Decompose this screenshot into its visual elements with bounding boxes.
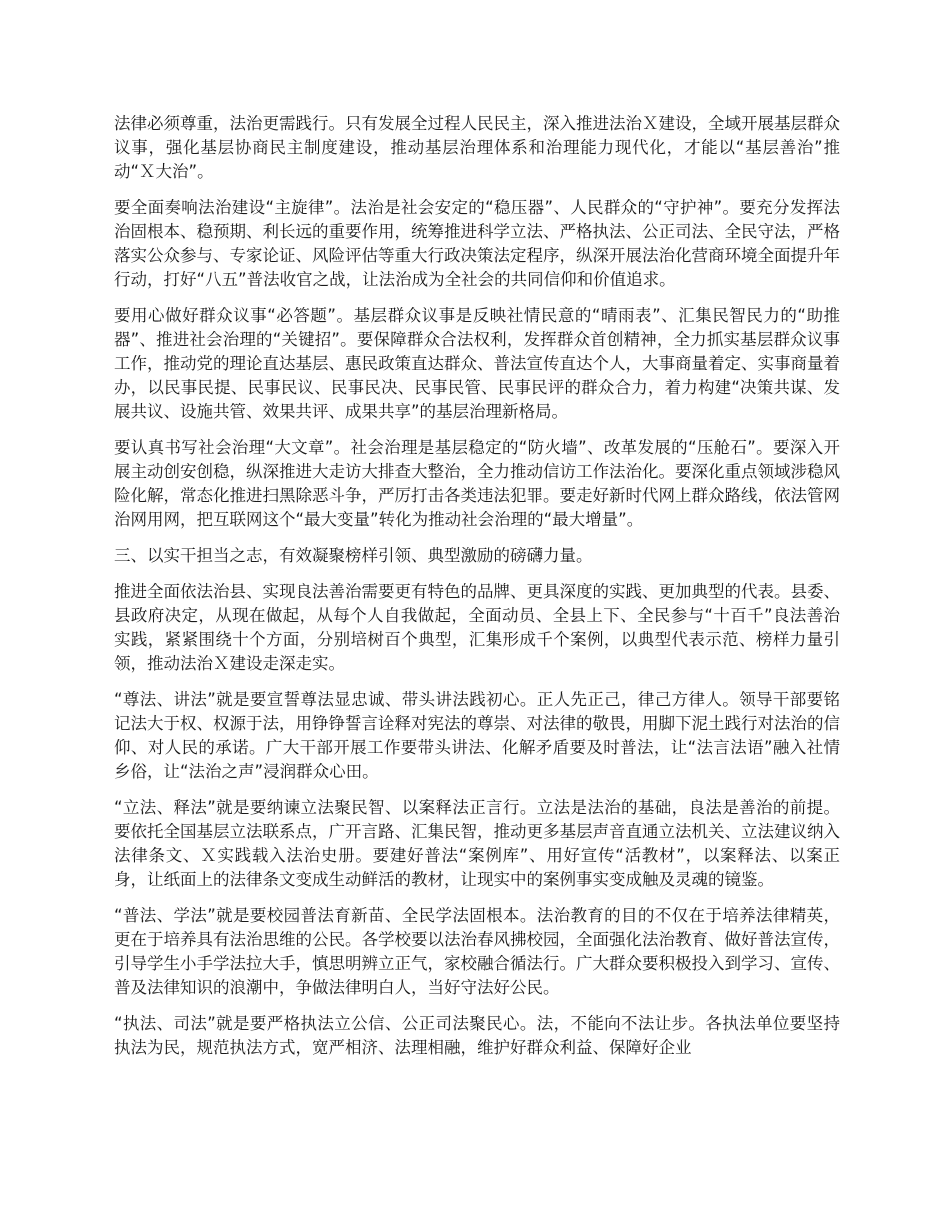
paragraph-legislation: “立法、释法”就是要纳谏立法聚民智、以案释法正言行。立法是法治的基础，良法是善治的前提。要依托全国基层立法联系点，广开言路、汇集民智，推动更多基层声音直通立法机关、立法建议纳入法律条文、Ｘ实践载入法治史册。要建好普法“案例库”、用好宣传“活教材”，以案释法、以案正身，让纸面上的法律条文变成生动鲜活的教材，让现实中的案例事实变成触及灵魂的镜鉴。 xyxy=(114,798,840,889)
paragraph-public-deliberation: 要用心做好群众议事“必答题”。基层群众议事是反映社情民意的“晴雨表”、汇集民智民力的“助推器”、推进社会治理的“关键招”。要保障群众合法权利，发挥群众首创精神，全力抓实基层群众议事工作，推动党的理论直达基层、惠民政策直达群众、普法宣传直达个人，大事商量着定、实事商量着办，以民事民提、民事民议、民事民决、民事民管、民事民评的群众合力，着力构建“决策共谋、发展共议、设施共管、效果共评、成果共享”的基层治理新格局。 xyxy=(114,306,840,421)
paragraph-practice: 推进全面依法治县、实现良法善治需要更有特色的品牌、更具深度的实践、更加典型的代表。县委、县政府决定，从现在做起，从每个人自我做起，全面动员、全县上下、全民参与“十百千”良法善治实践，紧紧围绕十个方面，分别培树百个典型，汇集形成千个案例，以典型代表示范、榜样力量引领，推动法治Ｘ建设走深走实。 xyxy=(114,582,840,673)
paragraph-social-governance: 要认真书写社会治理“大文章”。社会治理是基层稳定的“防火墙”、改革发展的“压舱石”。要深入开展主动创安创稳，纵深推进大走访大排查大整治，全力推动信访工作法治化。要深化重点领域涉稳风险化解，常态化推进扫黑除恶斗争，严厉打击各类违法犯罪。要走好新时代网上群众路线，依法管网治网用网，把互联网这个“最大变量”转化为推动社会治理的“最大增量”。 xyxy=(114,438,840,529)
paragraph-enforcement: “执法、司法”就是要严格执法立公信、公正司法聚民心。法，不能向不法让步。各执法单位要坚持执法为民，规范执法方式，宽严相济、法理相融，维护好群众利益、保障好企业 xyxy=(114,1014,840,1057)
document-body xyxy=(114,112,840,1072)
section-heading-three: 三、以实干担当之志，有效凝聚榜样引领、典型激励的磅礴力量。 xyxy=(114,546,593,565)
paragraph-rule-of-law: 要全面奏响法治建设“主旋律”。法治是社会安定的“稳压器”、人民群众的“守护神”。要充分发挥法治固根本、稳预期、利长远的重要作用，统筹推进科学立法、严格执法、公正司法、全民守法，严格落实公众参与、专家论证、风险评估等重大行政决策法定程序，纵深开展法治化营商环境全面提升年行动，打好“八五”普法收官之战，让法治成为全社会的共同信仰和价值追求。 xyxy=(114,198,840,289)
paragraph-respect-law: “尊法、讲法”就是要宣誓尊法显忠诚、带头讲法践初心。正人先正己，律己方律人。领导干部要铭记法大于权、权源于法，用铮铮誓言诠释对宪法的尊崇、对法律的敬畏，用脚下泥土践行对法治的信仰、对人民的承诺。广大干部开展工作要带头讲法、化解矛盾要及时普法，让“法言法语”融入社情乡俗，让“法治之声”浸润群众心田。 xyxy=(114,690,840,781)
paragraph-intro: 法律必须尊重，法治更需践行。只有发展全过程人民民主，深入推进法治Ｘ建设，全域开展基层群众议事，强化基层协商民主制度建设，推动基层治理体系和治理能力现代化，才能以“基层善治”推动“Ｘ大治”。 xyxy=(114,114,840,181)
paragraph-legal-education: “普法、学法”就是要校园普法育新苗、全民学法固根本。法治教育的目的不仅在于培养法律精英，更在于培养具有法治思维的公民。各学校要以法治春风拂校园，全面强化法治教育、做好普法宣传，引导学生小手学法拉大手，慎思明辨立正气，家校融合循法行。广大群众要积极投入到学习、宣传、普及法律知识的浪潮中，争做法律明白人，当好守法好公民。 xyxy=(114,906,840,997)
